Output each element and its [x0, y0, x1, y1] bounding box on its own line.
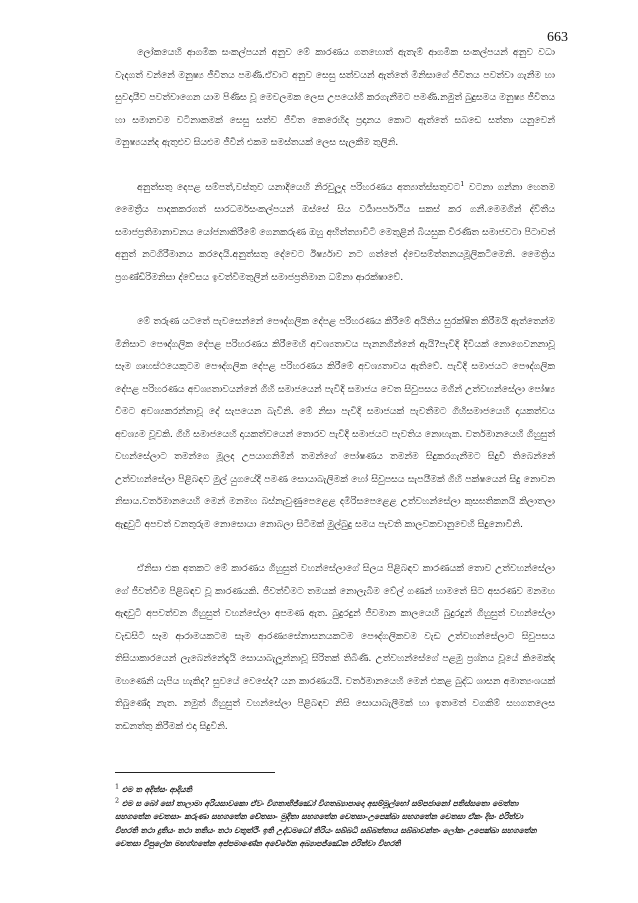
footnote-text: එම ත අදිත්සං ආදියති	[121, 785, 192, 794]
paragraph-4	[115, 558, 555, 738]
paragraph-text: ඒනිසා එක අතකට මේ කාරණය ගිහුසුත් වහන්සේලාගේ සිලය පිළිබඳව කාරණයක් තොව උත්වහන්සේලා ගේ ජීවත්වීම පිළිබඳව වූ කාරණයකි. ජීවත්වීමට තමයක් නොලැබීම වේල් ගණන් හාමතේ සිට අසරණව මනමහ ඇඳවුටි අපවත්වන ගිහුසුත් වහන්සේලා අපමණ ඇත. බුදුරදුන් ජීවමාන කාලයෙහි බුදුරදුන් ගිහුසුත් වහන්සේලා වැඩසිටි සෑම ආරාමයකටම සෑම ආරණ්‍යසේනාසනයකටම පෞද්ගලිකවම වැඩ උත්වහන්සේලාට සිවුපසය තිසියාකාරයෙන් ලැබෙන්නේදැයි සොයාබැලූන්නාවූ සිරිතක් තිබිණි. උත්වහන්සේගේ පළමු ප්‍රශ්නය වූයේ කිමෙක්ද මහණෙනි යැපිය හැකිද? සුවයේ වෙසේද? යන කාරණයයි. වර්තමානයෙහි මෙන් එකළ බුද්ධ ශාසන අමාත්‍යංශයක් තිබුණේද නැත. නමුත් ගිහුසුත් වහන්සේලා පිළිබඳව නිසි සොයාබැලීමක් හා ඉතාමත් වගකිම් සහගතලෙස තඩනත්තු කිරීමක් එදා සිදුවිනි.	[115, 563, 555, 732]
paragraph-text-continued: වටනා ගන්නා හෙතම මෛත්‍රීය පාදකකරගත් සාරධර්මසංකල්පයන් ඔස්සේ සිය වර්‍යාපර්පාථිය සකස් කර ගනී.මෙමගින් ද්විතීය සමාජප්‍රතිමානාවනය යෝජනාකිරීමේ ගෙනකරුණ ඔහු අභිත්ත්‍යාවිටි මෙතුළින් බියසුක වීරණිත සමාජවටා පිටාවත් අනුත් නටගිරීමානය කරදෙයි.අනුත්සතු දේවෙට ඊර්ෂ්‍යාව නට ගත්තේ ද්වෙසම්ත්තනයමූලිකටිමෙනි. මෛත්‍රිය ප්‍රගණ්ඩිරිමනිසා ද්වේසය ඉවත්වීමතුලින් සමාජප්‍රතිමාන ධම්නා ආරක්ෂාවේ.	[115, 181, 555, 283]
document-body	[115, 42, 555, 760]
paragraph-text: මේ තරුණ යටතේ පැවසෙන්නේ පෞද්ගලික දේපළ පරිහරණය කිරීමේ අයිතිය සුරක්ෂිත කිරීමයි ඇත්තෙන්ම මිනිසාට පෞද්ගලික දේපළ පරිහරණය කිරීමෙහි අවශ්‍යතාවය පැනනගින්නේ ඇයි?පැවිදි දිවියක් නොගෙවනනාවූ සෑම ගෘහස්ථයෙකුටම පෞද්ගලික දේපළ පරිහරණය කිරීමේ අවශ්‍යතාවය ඇතිවේ. පැවිදි සමාජයට පෞද්ගලික දේපළ පරිහරණය අවශ්‍යතාවයන්නේ ගිහි සමාජයෙන් පැවිදි සමාජය වෙත සිවුපසය මගින් උත්වහන්සේලා පෝෂ්‍ය විමට අවශ්‍යකරන්නාවූ දේ සැපයෙන බැවිනි. මේ නිසා පැවිදි සමාජයක් පැවතීමට ගිහිසමාජයෙහි දායකත්වය අවශ්‍යම වූවකි. ගිහි සමාජයෙහි දායකත්වයෙන් තොරව පැවිදි සමාජයට පැවතිය නොහැක. වර්තමානයෙහි ගිහුසුත් වහන්සේලාට තමන්ගෙ මූලද උපයාගනිමින් තමන්ගේ පෝෂණය තමන්ම සිදුකරගැනීමට සිදුවී තිබෙන්නේ උත්වහන්සේලා පිළිබඳව මුල් යුගයේදි පමණ සොයාබැලිමක් හෝ සිවුපසය සැපයීමක් ගිහි පක්ෂයෙන් සිදු නොවන නිසාය.වර්තමානයෙහි මෙන් මනමහ බස්නැවුණුපෙළෙළ දමිරිසපෙළෙළ උත්වහන්සේලා කුසඝතිකනයි කිලාතලා ඇඳුවුටි අපවත් වනතුරුම නොසොයා නොබලා සිටිමක් මුල්බුදු සමය පැවති කාලවකවානුවෙහි සිදුනොවිනි.	[115, 316, 555, 530]
page-number: 663	[547, 30, 568, 45]
footnote-divider	[115, 772, 275, 773]
footnote-text: එම ස බෝ සෝ තාලාමා අරියසාවකො ඒවං විගතාභිජ්ඣෝ විගතබ්‍යාපාදො අසම්මූල්හෝ සම්පජානෝ පතිස්සතො මෙත්තා සහගතේන චෙතසා- කරුණා සහගතේන චේතසා- මුදිතා සහගතේන චෙතසා-උපෙක්ඛා සහගතේන චෙතසා ඒකං දිසං ඵරිත්වා විහරති තථා දුතියං තථා තතියං තථා චතුත්ථිං ඉති උද්ධමධෝ තිරියං සබ්බධි සබ්බත්තාය සබ්බාවන්තං ලෝකං උපෙක්ඛා සහගතේන චෙතසා විපුලේන මහග්ගතේන අප්පමාණේන අවේරේන අබ්‍යාපජ්ඣේන ඵරිත්වා විහරති	[115, 798, 537, 848]
paragraph-1	[115, 42, 555, 155]
footnote-reference: 1	[460, 179, 465, 188]
paragraph-text: ලෝකයෙහි ආගමික සංකල්පයන් අනුව මේ කාරණය ගතහොත් ඇතැම් ආගමික සංකල්පයන් අනුව වධා වැදගත් වන්නේ මනුෂ්‍ය ජීවිතය පමණි.ඒවාට අනුව සෙසු සත්වයන් ඇත්තේ මිනිසාගේ ජීවිතය පවත්වා ගැනීම හා සුවදායීව පවත්වාගෙන යාම පිණිස වූ මෙවලමක ලෙස උපයෝගි කරගැනීමට පමණි.නමුත් බුදුසමය මනුෂ්‍ය ජීවිතය හා සමානවම වටිනාකමක් සෙසු සත්ව ජීවිත කෙරෙහිද ප්‍රදානය කොට ඇත්තේ සබඩෙ සත්තා යනුවෙන් මනුෂ්‍යයන්ද ඇතුළුව සියළුම ජීවීන් එකම සමස්තයක් ලෙස සැලකීම තුලිනි.	[115, 47, 555, 148]
footnote-marker: 2	[115, 795, 120, 804]
footnote-1	[115, 783, 545, 797]
paragraph-text: අනුත්සතු දෙපළ සම්පත්,වස්තුව යනාදියෙහි නිරවුලූද පරිහරණය අත්‍යාත්ස්සතුවට	[137, 181, 461, 193]
footnote-marker: 1	[115, 782, 120, 791]
footnote-2	[115, 797, 545, 851]
paragraph-3	[115, 311, 555, 536]
footnotes	[115, 783, 545, 851]
paragraph-2	[115, 177, 555, 290]
